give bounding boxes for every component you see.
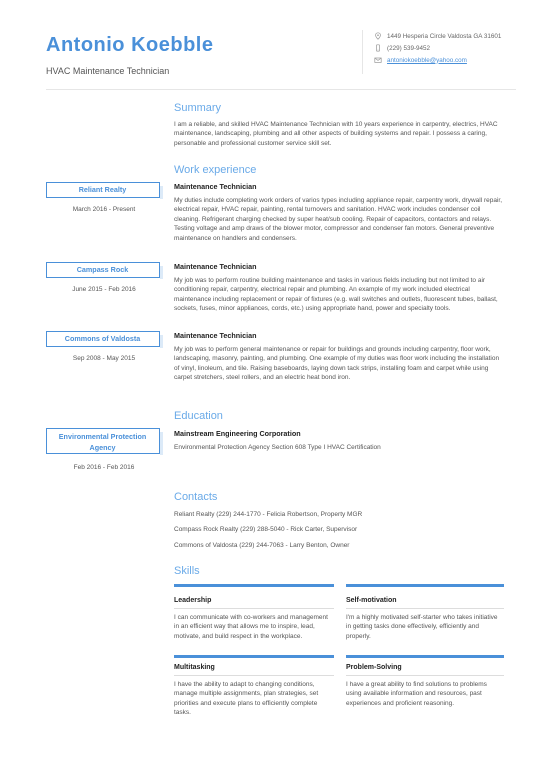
job-title: Maintenance Technician [174,262,257,271]
contact-info [362,30,522,66]
job-title: Maintenance Technician [174,331,257,340]
summary-heading: Summary [174,102,222,114]
skill-bar [346,655,504,658]
skill-bar [174,584,334,587]
skill-text: I can communicate with co-workers and management in an efficient way that allows me to inspire, lead, motivate, and build respect in the workplace. [174,614,328,640]
phone-line [362,42,522,54]
skill-bar [346,584,504,587]
skill-card [346,655,504,708]
job-company-tab [46,182,159,198]
job-description: My job was to perform general maintenance or repair for buildings and grounds including carpentry, floor work, landscaping, masonry, painting, and plumbing. One example of my duties was floor work including the installation of vinyl, linoleum, and tile. Raising baseboards, laying down tack strips, installing foam and carpet while using carpet stretchers, steel rollers, and an electric heat bond iron. [174,346,500,382]
reference-item: Reliant Realty (229) 244-1770 - Felicia Robertson, Property MGR [174,511,363,518]
skill-text: I have the ability to adapt to changing conditions, manage multiple assignments, plan strategies, set priorities and execute plans to efficiently complete tasks. [174,681,319,717]
experience-heading: Work experience [174,164,257,176]
skill-name: Multitasking [174,664,215,671]
skill-card [346,584,504,641]
job-description: My job was to perform routine building maintenance and tasks in various fields including but not limited to air conditioning repair, carpentry, electrical repair and plumbing. An example of my work included electrical maintenance including replacement or repair of fixtures (e.g. wall switches and outlets, fluorescent tubes, ballast, sockets, fuses, minor appliances, cords, etc.) using appropriate hand, power and specialty tools. [174,277,498,313]
location-pin-icon [374,32,382,40]
skill-name: Problem-Solving [346,664,402,671]
education-detail: Environmental Protection Agency Section 608 Type I HVAC Certification [174,444,381,451]
envelope-icon [374,56,382,64]
summary-text: I am a reliable, and skilled HVAC Maintenance Technician with 10 years experience in carpentry, electrics, HVAC maintenance, landscaping, plumbing and all other aspects of building systems and repair. I possess a caring, personable and professional customer service skill set. [174,121,498,147]
job-company-tab [46,331,159,347]
reference-item: Commons of Valdosta (229) 244-7063 - Larry Benton, Owner [174,542,350,549]
reference-item: Compass Rock Realty (229) 288-5040 - Rick Carter, Supervisor [174,526,358,533]
education-org-tab [46,428,159,454]
address-line [362,30,522,42]
job-dates: Sep 2008 - May 2015 [72,355,136,362]
phone-text: (229) 539-9452 [387,44,431,52]
skill-bar [174,655,334,658]
candidate-role: HVAC Maintenance Technician [46,66,170,76]
job-company: Commons of Valdosta [64,334,141,343]
education-heading: Education [174,410,223,422]
education-dates: Feb 2016 - Feb 2016 [73,464,135,471]
skill-rule [346,675,504,676]
skill-name: Self-motivation [346,597,397,604]
email-link[interactable]: antoniokoebble@yahoo.com [387,56,467,64]
candidate-name: Antonio Koebble [46,34,214,56]
skills-heading: Skills [174,565,200,577]
skill-rule [174,675,334,676]
skill-rule [174,608,334,609]
address-text: 1449 Hesperia Circle Valdosta GA 31601 [387,32,502,40]
skill-card [174,584,334,641]
skill-rule [346,608,504,609]
job-company: Reliant Realty [78,185,127,194]
job-company-tab [46,262,159,278]
skill-card [174,655,334,718]
job-dates: March 2016 - Present [72,206,136,213]
email-line [362,54,522,66]
skill-text: I have a great ability to find solutions to problems using available information and resources, past experiences and proficient reasoning. [346,681,487,707]
skill-text: I'm a highly motivated self-starter who takes initiative in getting tasks done effectively, efficiently and properly. [346,614,498,640]
education-org: Environmental Protection Agency [58,432,147,452]
header-rule [46,89,516,90]
job-dates: June 2015 - Feb 2016 [72,286,136,293]
school-name: Mainstream Engineering Corporation [174,429,301,438]
contacts-heading: Contacts [174,491,218,503]
phone-icon [374,44,382,52]
job-title: Maintenance Technician [174,182,257,191]
job-description: My duties include completing work orders of varios types including appliance repair, carpentry work, drywall repair, electrical repair, HVAC repair, painting, rental turnovers and sanitation. HVAC work includes condenser coil cleaning. Refrigerant charging checked by super heat/sub cooling. Repair of capacitors, contactors and relays. Testing voltage and amp draws of the blower motor, compressor and condenser fan motors. General preventive maintenance on handlers and condensers. [174,197,503,242]
job-company: Campass Rock [76,265,129,274]
skill-name: Leadership [174,597,212,604]
